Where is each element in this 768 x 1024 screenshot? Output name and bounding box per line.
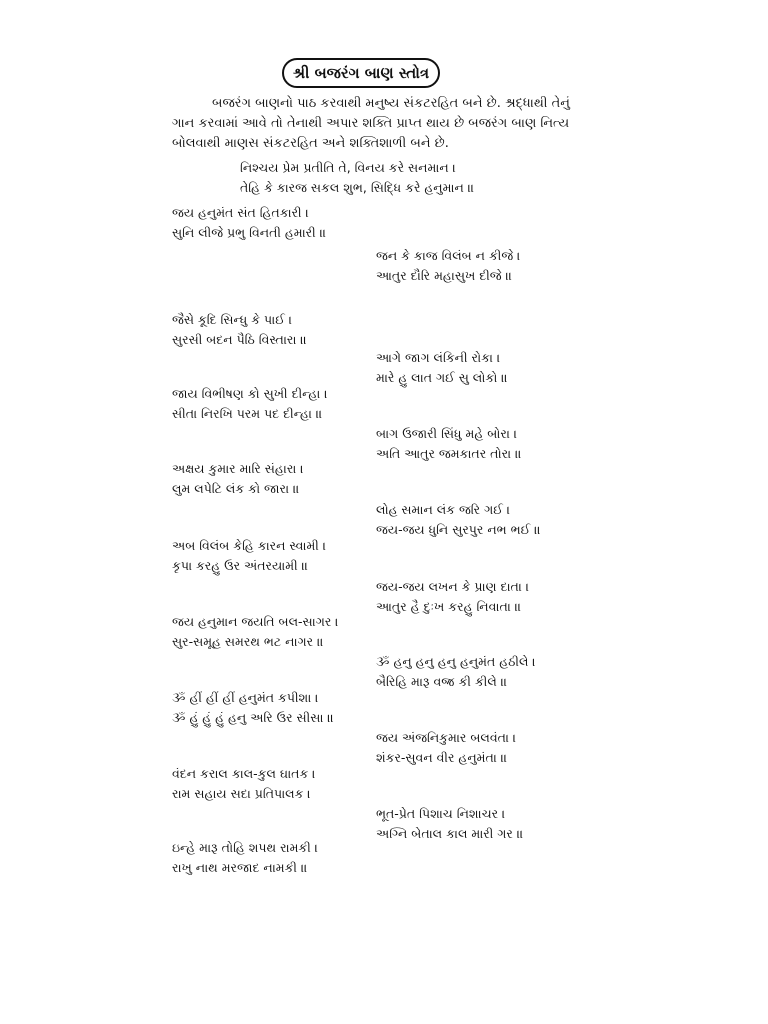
stanza-12 [376,652,536,692]
stanza-13 [172,688,334,728]
verse-line: જય હનુમાન જયતિ બલ-સાગર । [172,614,339,629]
stanza-6 [376,424,522,464]
verse-line: સુર-સમૂહ સમરથ ભટ નાગર ॥ [172,634,324,649]
verse-line: ૐ હીં હીં હીં હનુમંત કપીશા । [172,690,319,705]
stanza-8 [376,500,541,540]
verse-line: જય અંજનિકુમાર બલવંતા । [376,730,517,745]
intro-line-2: ગાન કરવામાં આવે તો તેનાથી અપાર શક્તિ પ્રાપ્ત થાય છે બજરંગ બાણ નિત્ય [172,116,570,131]
verse-line: અગ્નિ બેતાલ કાલ મારી ગર ॥ [376,826,524,841]
verse-line: રામ સહાય સદા પ્રતિપાલક । [172,786,311,801]
verse-line: સીતા નિરખિ પરમ પદ દીન્હા ॥ [172,406,323,421]
stanza-4 [376,348,508,388]
verse-line: સુરસી બદન પૈઠિ વિસ્તારા ॥ [172,332,308,347]
verse-line: આતુર હૈ દુઃખ કરહુ નિવાતા ॥ [376,599,522,614]
verse-line: ૐ હું હું હું હનુ અરિ ઉર સીસા ॥ [172,710,335,725]
stanza-3 [172,310,307,350]
verse-line: જાય વિભીષણ કો સુખી દીન્હા । [172,386,328,401]
verse-line: જય હનુમંત સંત હિતકારી । [172,205,309,220]
verse-line: કૃપા કરહુ ઉર અંતરયામી ॥ [172,558,309,573]
verse-line: બાગ ઉજારી સિંધુ મહે બોરા । [376,426,518,441]
verse-line: રાખુ નાથ મરજાદ નામકી ॥ [172,860,308,875]
verse-line: શંકર-સુવન વીર હનુમંતા ॥ [376,750,508,765]
verse-line: મારે હુ લાત ગઈ સુ લોકો ॥ [376,370,508,385]
verse-line: વંદન કરાલ કાલ-કુલ ઘાતક । [172,766,316,781]
verse-line: આગે જાગ લંકિની રોકા । [376,350,501,365]
stanza-5 [172,384,328,424]
stanza-2 [376,246,521,286]
verse-line: ૐ હનુ હનુ હનુ હનુમંત હઠીલે । [376,654,536,669]
stanza-17 [172,838,318,878]
stanza-14 [376,728,516,768]
verse-line: બૈરિહિ મારૂ વજ્ર કી કીલે ॥ [376,674,508,689]
verse-line: જય-જય લખન કે પ્રાણ દાતા । [376,579,530,594]
verse-line: ઇન્હે મારૂ તોહિ શપથ રામકી । [172,840,319,855]
verse-line: ભૂત-પ્રેત પિશાચ નિશાચર । [376,806,506,821]
stanza-16 [376,804,523,844]
stanza-10 [376,577,529,617]
verse-line: અતિ આતુર જમકાતર તોરા ॥ [376,446,522,461]
stanza-15 [172,764,316,804]
doha-line-1: નિશ્ચય પ્રેમ પ્રતીતિ તે, વિનય કરે સનમાન । [240,160,456,175]
verse-line: અબ વિલંબ કેહિ કારન સ્વામી । [172,538,327,553]
verse-line: લોહ સમાન લંક જરિ ગઈ । [376,502,511,517]
verse-line: અક્ષય કુમાર મારિ સંહારા । [172,461,304,476]
doha-line-2: તેહિ કે કારજ સકલ શુભ, સિદ્ધિ કરે હનુમાન ॥ [240,180,475,195]
verse-line: લુમ લપેટિ લંક કો જારા ॥ [172,481,300,496]
stanza-1 [172,203,326,243]
intro-line-3: બોલવાથી માણસ સંકટરહિત અને શક્તિશાળી બને છે. [172,136,449,151]
verse-line: જૈસે કૂદિ સિન્ધુ કે પાઈ । [172,312,293,327]
intro-line-1: બજરંગ બાણનો પાઠ કરવાથી મનુષ્ય સંકટરહિત બને છે. શ્રદ્ધાથી તેનું [212,96,570,111]
page-title: શ્રી બજરંગ બાણ સ્તોત્ર [282,58,440,88]
stanza-7 [172,459,304,499]
verse-line: જન કે કાજ વિલંબ ન કીજે । [376,248,521,263]
stanza-11 [172,612,339,652]
verse-line: સુનિ લીજે પ્રભુ વિનતી હમારી ॥ [172,225,327,240]
verse-line: જય-જય ધુનિ સુરપુર નભ ભઈ ॥ [376,522,541,537]
stanza-9 [172,536,326,576]
verse-line: આતુર દૌરિ મહાસુખ દીજે ॥ [376,268,513,283]
